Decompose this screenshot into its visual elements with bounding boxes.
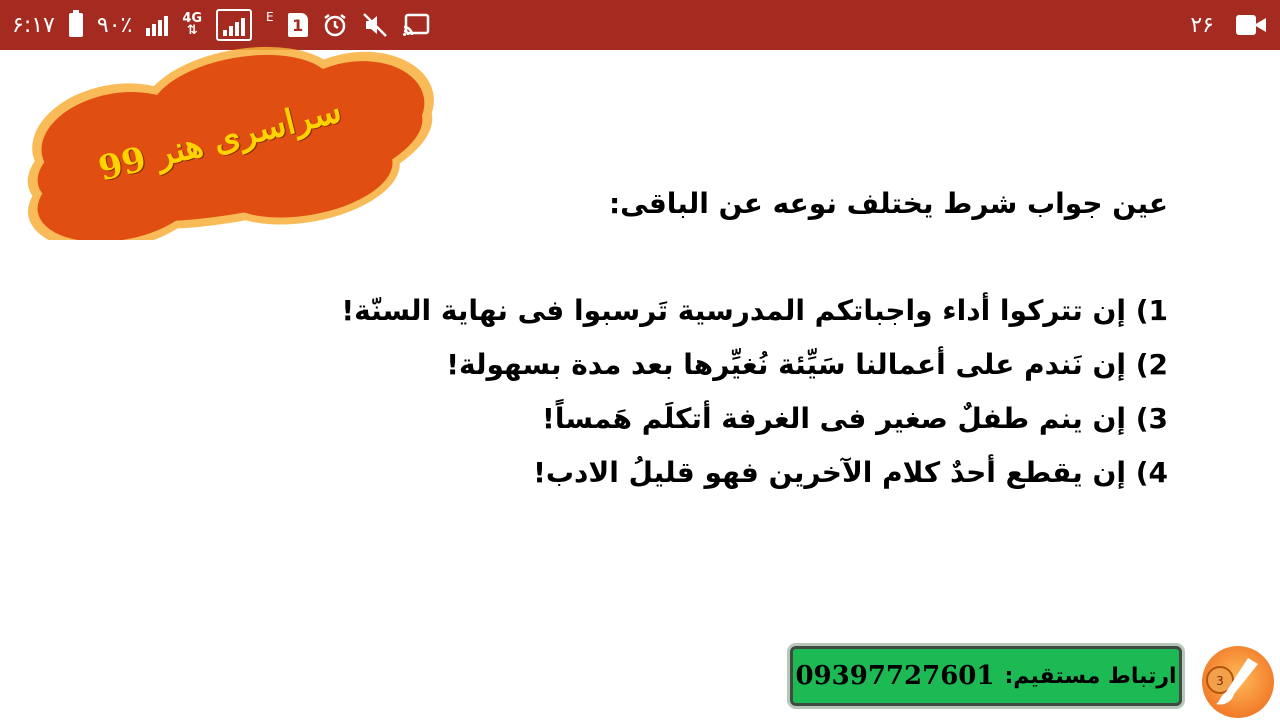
status-right — [1190, 0, 1266, 50]
mute-icon — [362, 12, 388, 38]
banner-title: سراسری هنر 99 — [94, 90, 346, 190]
signal-box-icon — [216, 9, 252, 41]
option-3: 3) إن ينم طفلٌ صغير فى الغرفة أتكلَم هَمساً! — [542, 402, 1168, 435]
signal-4g-icon: 4G ⇅ — [182, 11, 203, 38]
cast-icon — [402, 13, 430, 37]
option-1: 1) إن تتركوا أداء واجباتكم المدرسية تَرسبوا فى نهاية السنّة! — [341, 294, 1168, 327]
alarm-icon — [322, 12, 348, 38]
paint-brush-button[interactable] — [1198, 640, 1278, 720]
contact-box[interactable] — [790, 646, 1182, 706]
battery-level: ۹۰٪ — [96, 12, 133, 38]
battery-icon — [69, 13, 83, 37]
notification-count: ۲۶ — [1190, 12, 1214, 38]
contact-phone[interactable]: 09397727601 — [795, 661, 995, 691]
video-camera-icon[interactable] — [1236, 15, 1266, 35]
question-panel — [268, 180, 1168, 500]
option-2: 2) إن نَندم على أعمالنا سَيِّئة نُغيِّرها بعد مدة بسهولة! — [446, 348, 1168, 381]
contact-label: ارتباط مستقیم: — [1004, 663, 1177, 689]
option-4: 4) إن يقطع أحدٌ كلام الآخرين فهو قليلُ الادب! — [533, 456, 1168, 489]
sim-icon: 1 — [288, 13, 308, 37]
paint-brush-icon — [1198, 640, 1278, 720]
data-indicator: E — [266, 10, 274, 24]
clock: ۶:۱۷ — [12, 12, 55, 38]
svg-text:3: 3 — [1216, 674, 1224, 688]
question-title: عين جواب شرط يختلف نوعه عن الباقى: — [608, 187, 1168, 220]
signal-icon — [146, 14, 168, 36]
